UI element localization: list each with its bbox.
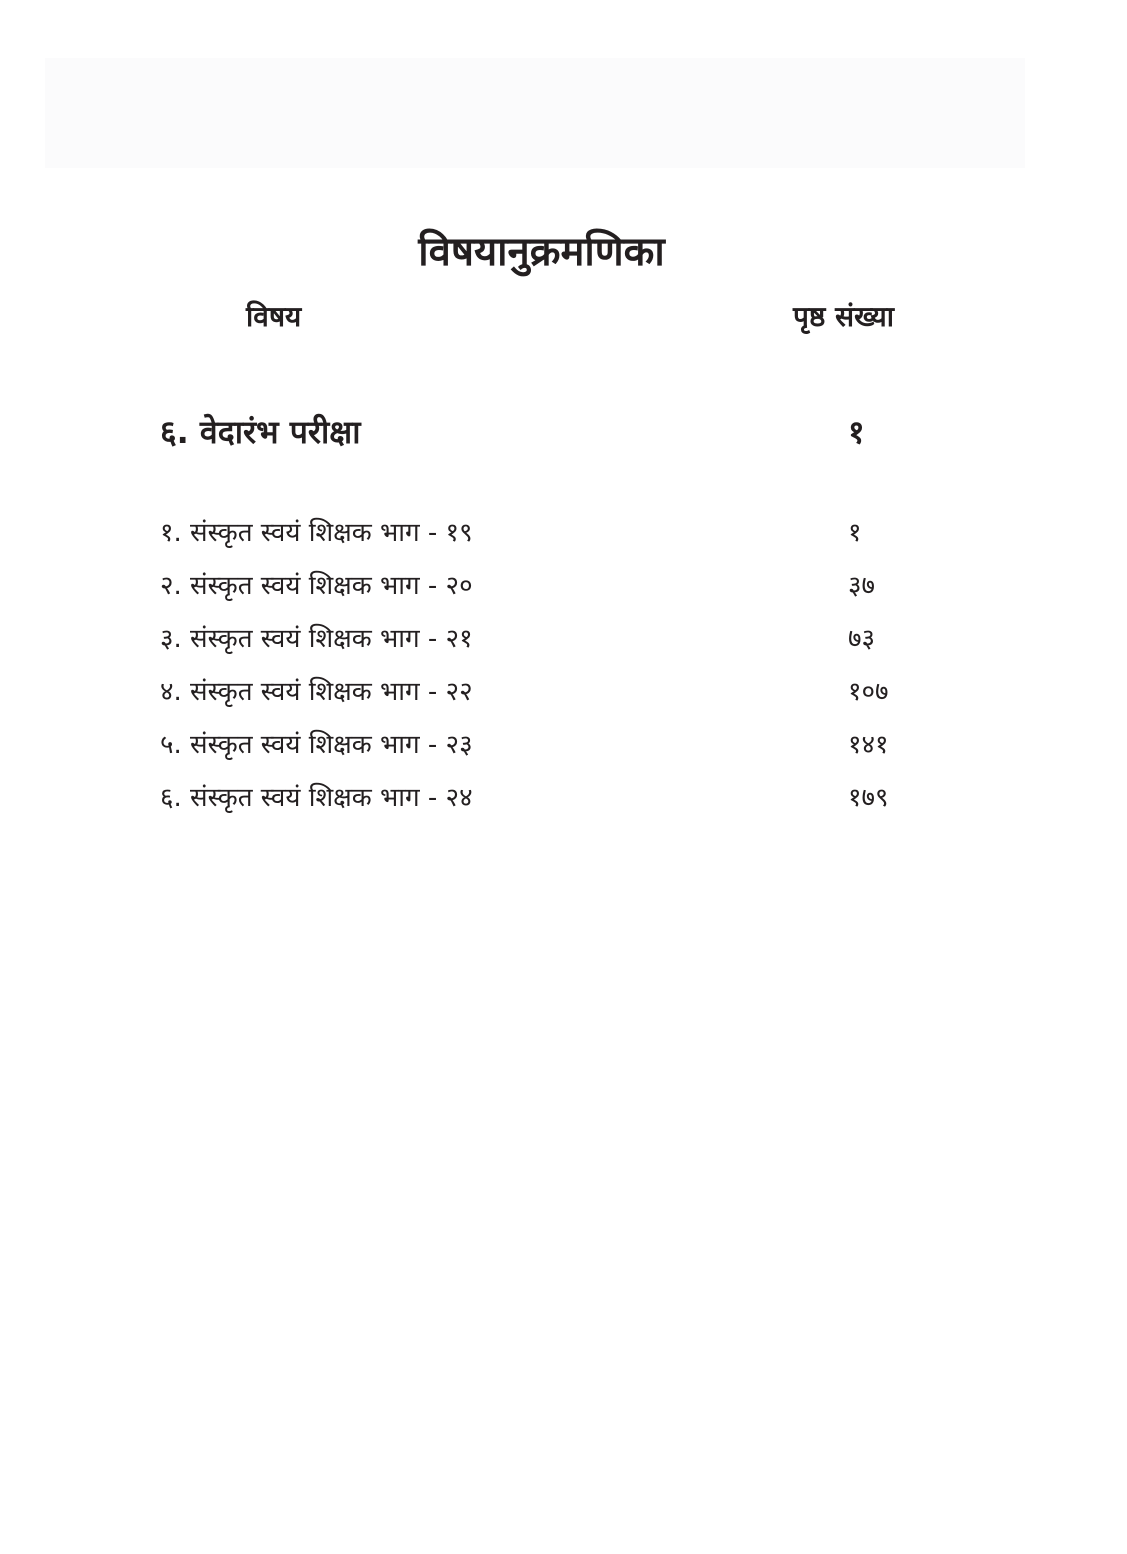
toc-entry	[0, 510, 1127, 562]
subject-column-header: विषय	[246, 300, 302, 333]
toc-entry-page: १०७	[848, 677, 889, 707]
section-heading-label: ६. वेदारंभ परीक्षा	[160, 413, 361, 451]
toc-entry	[0, 775, 1127, 827]
header-band	[45, 58, 1025, 168]
toc-entry-label: २. संस्कृत स्वयं शिक्षक भाग - २०	[160, 571, 473, 601]
toc-entry-label: ३. संस्कृत स्वयं शिक्षक भाग - २१	[160, 624, 473, 654]
toc-entry	[0, 563, 1127, 615]
toc-entry	[0, 616, 1127, 668]
section-heading-page: १	[848, 413, 865, 451]
toc-entry	[0, 669, 1127, 721]
toc-entry	[0, 722, 1127, 774]
toc-entry-list	[0, 510, 1127, 830]
toc-entry-page: ७३	[848, 624, 876, 654]
toc-entry-page: ३७	[848, 571, 876, 601]
toc-entry-label: १. संस्कृत स्वयं शिक्षक भाग - १९	[160, 518, 473, 548]
toc-entry-label: ६. संस्कृत स्वयं शिक्षक भाग - २४	[160, 783, 473, 813]
toc-entry-page: १	[848, 518, 862, 548]
toc-entry-page: १७९	[848, 783, 889, 813]
page-column-header: पृष्ठ संख्या	[793, 300, 894, 333]
page-title: विषयानुक्रमणिका	[418, 229, 665, 275]
toc-entry-label: ५. संस्कृत स्वयं शिक्षक भाग - २३	[160, 730, 473, 760]
toc-entry-label: ४. संस्कृत स्वयं शिक्षक भाग - २२	[160, 677, 473, 707]
toc-entry-page: १४१	[848, 730, 889, 760]
